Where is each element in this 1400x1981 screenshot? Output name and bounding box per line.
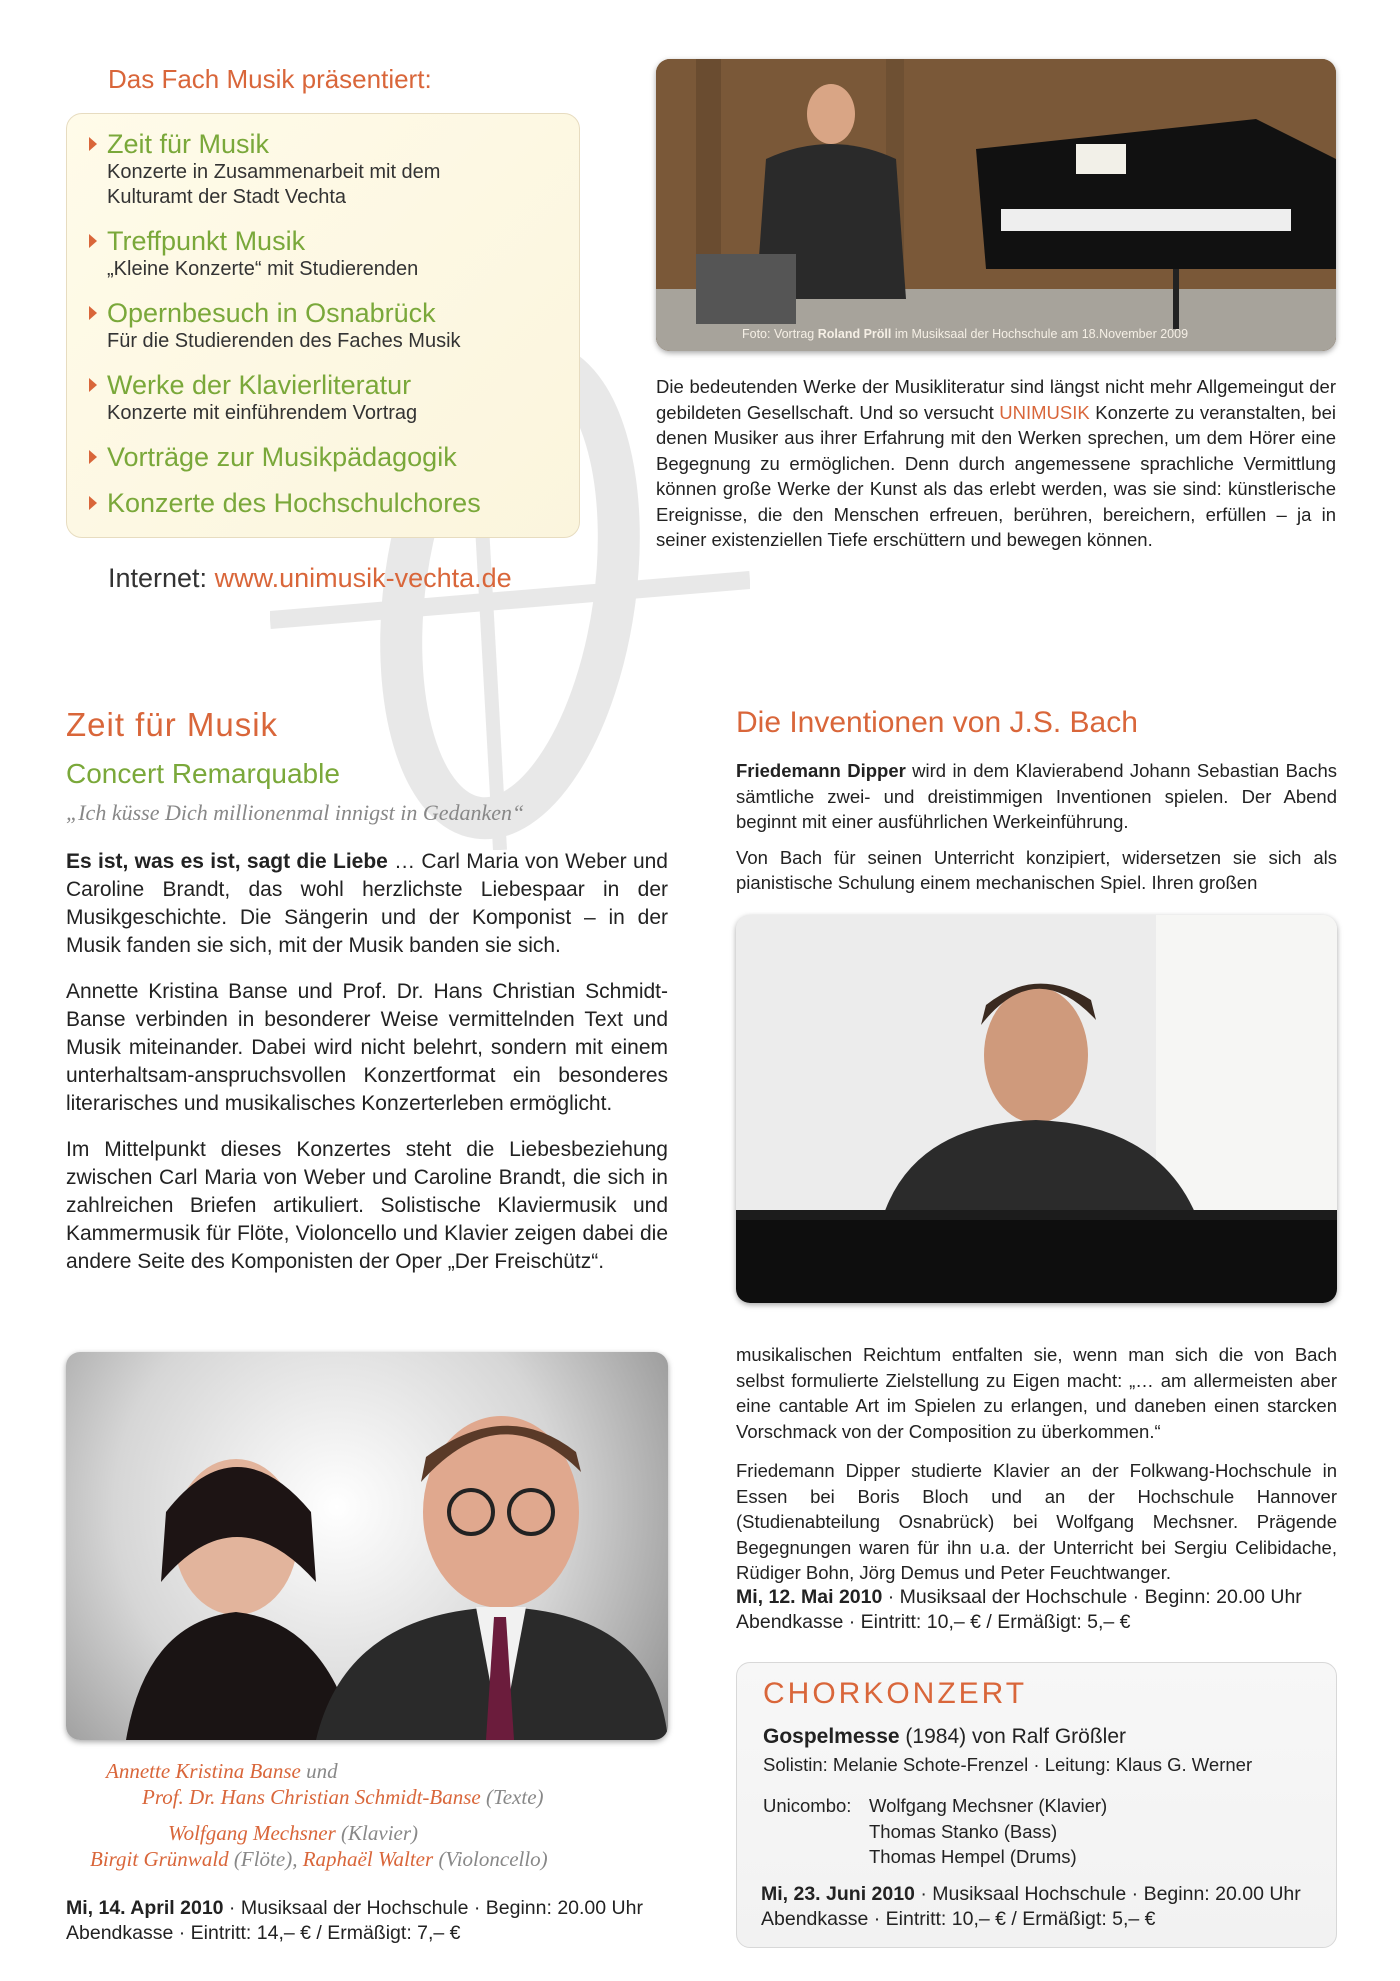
list-item-title: Treffpunkt Musik [87, 225, 567, 257]
program-list-box [66, 113, 580, 538]
choir-heading: CHORKONZERT [763, 1677, 1028, 1710]
bach-paragraph-2: Von Bach für seinen Unterricht konzipiert, widersetzen sie sich als pianistische Schulung einem mechanischen Spiel. Ihren großen [736, 846, 1337, 893]
list-item-title: Vorträge zur Musikpädagogik [87, 441, 567, 473]
intro-text-2: Konzerte zu veranstalten, bei denen Musiker aus ihrer Erfahrung mit den Werken sprechen, um dem Hörer eine Begegnung zu ermöglichen. Denn durch angemessene sprachliche Vermittlung können große Werke der Kunst als das erlebt werden, was sie sind: künstlerische Ereignisse, die den Menschen erfreuen, berühren, bereichern, erfüllen – ja in seiner existenziellen Tiefe erschüttern und bewegen können. [656, 401, 1336, 550]
performer-name: Prof. Dr. Hans Christian Schmidt-Banse [142, 1785, 481, 1809]
event-venue: · Musiksaal Hochschule · Beginn: 20.00 Uhr [914, 1883, 1301, 1905]
pianist-illustration [736, 915, 1337, 1303]
choir-event-info [761, 1882, 1301, 1932]
duo-portrait-photo [66, 1352, 668, 1740]
event-date-line [761, 1882, 1301, 1907]
credit-line [66, 1820, 668, 1846]
performer-role: und [306, 1759, 338, 1783]
list-item-chor [87, 487, 567, 519]
internet-label: Internet: [108, 563, 215, 593]
list-item-title: Konzerte des Hochschulchores [87, 487, 567, 519]
quote: „Ich küsse Dich millionenmal innigst in Gedanken“ [66, 800, 525, 825]
credit-line [66, 1758, 668, 1784]
player: Wolfgang Mechsner (Klavier) [869, 1795, 1108, 1816]
list-item-subtitle: Kulturamt der Stadt Vechta [107, 186, 347, 208]
list-item-zeit [87, 128, 567, 210]
lead-bold: Es ist, was es ist, sagt die Liebe [66, 850, 388, 873]
performer-name: Raphaël Walter [302, 1847, 434, 1871]
event-date-line [736, 1585, 1302, 1610]
section-subheading: Concert Remarquable [66, 758, 340, 789]
player: Thomas Stanko (Bass) [869, 1820, 1058, 1842]
zeit-event-info [66, 1896, 643, 1946]
work-title: Gospelmesse [763, 1725, 900, 1748]
list-item-klavier [87, 369, 567, 426]
choir-work [763, 1725, 1126, 1749]
credit-line [66, 1846, 668, 1872]
ticket-info: Abendkasse · Eintritt: 14,– € / Ermäßigt: 7,– € [66, 1922, 461, 1944]
list-item-title: Opernbesuch in Osnabrück [87, 297, 567, 329]
internet-line [108, 563, 512, 594]
bach-intro [736, 758, 1337, 896]
bach-paragraph-1 [736, 758, 1337, 835]
choir-soloist: Solistin: Melanie Schote-Frenzel · Leitung: Klaus G. Werner [763, 1754, 1253, 1775]
event-date-line [66, 1896, 643, 1921]
section-heading-bach: Die Inventionen von J.S. Bach [736, 706, 1138, 739]
ticket-info: Abendkasse · Eintritt: 10,– € / Ermäßigt: 5,– € [736, 1611, 1131, 1633]
brand-name: UNIMUSIK [999, 401, 1090, 423]
bach-paragraph-4: Friedemann Dipper studierte Klavier an der Folkwang-Hochschule in Essen bei Boris Bloch und an der Hochschule Hannover (Studienabteilung Osnabrück) bei Wolfgang Mechsner. Prägende Begegnungen waren für ihn u.a. der Unterricht bei Sergiu Celibidache, Rüdiger Bohn, Jörg Demus und Peter Feuchtwanger. [736, 1460, 1337, 1583]
list-item-vortraege [87, 441, 567, 473]
unicombo-players [869, 1793, 1107, 1870]
event-venue: · Musiksaal der Hochschule · Beginn: 20.00 Uhr [882, 1586, 1302, 1608]
performer-name: Annette Kristina Banse [106, 1759, 301, 1783]
p1-text: wird in dem Klavierabend Johann Sebastian Bachs sämtliche zwei- und dreistimmigen Inventionen spielen. Der Abend beginnt mit einer ausführlichen Werkeinführung. [736, 760, 1337, 832]
choir-concert-box [736, 1662, 1337, 1948]
bach-body [736, 1342, 1337, 1600]
event-date: Mi, 12. Mai 2010 [736, 1586, 883, 1608]
caption-prefix: Foto: Vortrag [742, 327, 818, 341]
duo-portrait-illustration [66, 1352, 668, 1740]
ticket-info: Abendkasse · Eintritt: 10,– € / Ermäßigt: 5,– € [761, 1908, 1156, 1930]
p1-text: … Carl Maria von Weber und Caroline Brandt, das wohl herzlichste Liebespaar in der Musikgeschichte. Die Sängerin und der Komponist – in der Musik fanden sie sich, mit der Musik banden sie sich. [66, 850, 668, 957]
event-date: Mi, 23. Juni 2010 [761, 1883, 915, 1905]
player: Thomas Hempel (Drums) [869, 1846, 1077, 1867]
list-item-treffpunkt [87, 225, 567, 282]
list-item-subtitle: Für die Studierenden des Faches Musik [107, 330, 461, 352]
work-composer: (1984) von Ralf Größler [899, 1725, 1126, 1748]
performer-role: (Klavier) [341, 1821, 419, 1845]
lead-bold: Friedemann Dipper [736, 760, 906, 781]
performer-role: (Flöte), [233, 1847, 298, 1871]
bach-event-info [736, 1585, 1302, 1635]
zeit-body [66, 848, 668, 1288]
intro-text-1: Die bedeutenden Werke der Musikliteratur sind längst nicht mehr Allgemeingut der gebildeten Gesellschaft. Und so versucht [656, 376, 1336, 423]
performer-name: Wolfgang Mechsner [168, 1821, 336, 1845]
list-item-subtitle: Konzerte mit einführendem Vortrag [107, 402, 418, 424]
list-item-subtitle: „Kleine Konzerte“ mit Studierenden [107, 258, 419, 280]
section-heading-zeit: Zeit für Musik [66, 706, 279, 743]
performer-credits [66, 1758, 668, 1872]
performer-name: Birgit Grünwald [90, 1847, 229, 1871]
performer-role: (Texte) [485, 1785, 544, 1809]
credit-line [66, 1784, 668, 1810]
intro-heading: Das Fach Musik präsentiert: [108, 64, 432, 94]
photo-caption [742, 327, 1188, 341]
zeit-paragraph-1 [66, 848, 668, 960]
list-item-title: Werke der Klavierliteratur [87, 369, 567, 401]
lecture-photo [656, 59, 1336, 351]
zeit-paragraph-3: Im Mittelpunkt dieses Konzertes steht die Liebesbeziehung zwischen Carl Maria von Weber und Caroline Brandt, die sich in zahlreichen Briefen artikuliert. Solistische Klaviermusik und Kammermusik für Flöte, Violoncello und Klavier zeigen dabei die andere Seite des Komponisten der Oper „Der Freischütz“. [66, 1138, 668, 1273]
list-item-subtitle: Konzerte in Zusammenarbeit mit dem [107, 161, 441, 183]
website-link[interactable]: www.unimusik-vechta.de [214, 563, 512, 593]
performer-role: (Violoncello) [438, 1847, 548, 1871]
event-venue: · Musiksaal der Hochschule · Beginn: 20.00 Uhr [223, 1897, 643, 1919]
bach-paragraph-3: musikalischen Reichtum entfalten sie, wenn man sich die von Bach selbst formulierte Zielstellung zu Eigen macht: „… am allermeisten aber eine cantable Art im Spielen zu erlangen, und daneben einen starcken Vorschmack von der Composition zu überkommen.“ [736, 1344, 1337, 1442]
event-date: Mi, 14. April 2010 [66, 1897, 224, 1919]
lecture-photo-illustration [656, 59, 1336, 351]
caption-name: Roland Pröll [817, 327, 892, 341]
zeit-paragraph-2: Annette Kristina Banse und Prof. Dr. Hans Christian Schmidt-Banse verbinden in besonderer Weise vermittelnden Text und Musik miteinander. Dabei wird nicht belehrt, sondern mit einem unterhaltsam-anspruchsvollen Konzertformat ein besonderes literarisches und musikalisches Konzerterleben ermöglicht. [66, 980, 668, 1115]
unicombo-label: Unicombo: [763, 1795, 852, 1816]
list-item-title: Zeit für Musik [87, 128, 567, 160]
caption-suffix: im Musiksaal der Hochschule am 18.November 2009 [891, 327, 1189, 341]
intro-paragraph [656, 374, 1336, 553]
pianist-photo [736, 915, 1337, 1303]
list-item-oper [87, 297, 567, 354]
